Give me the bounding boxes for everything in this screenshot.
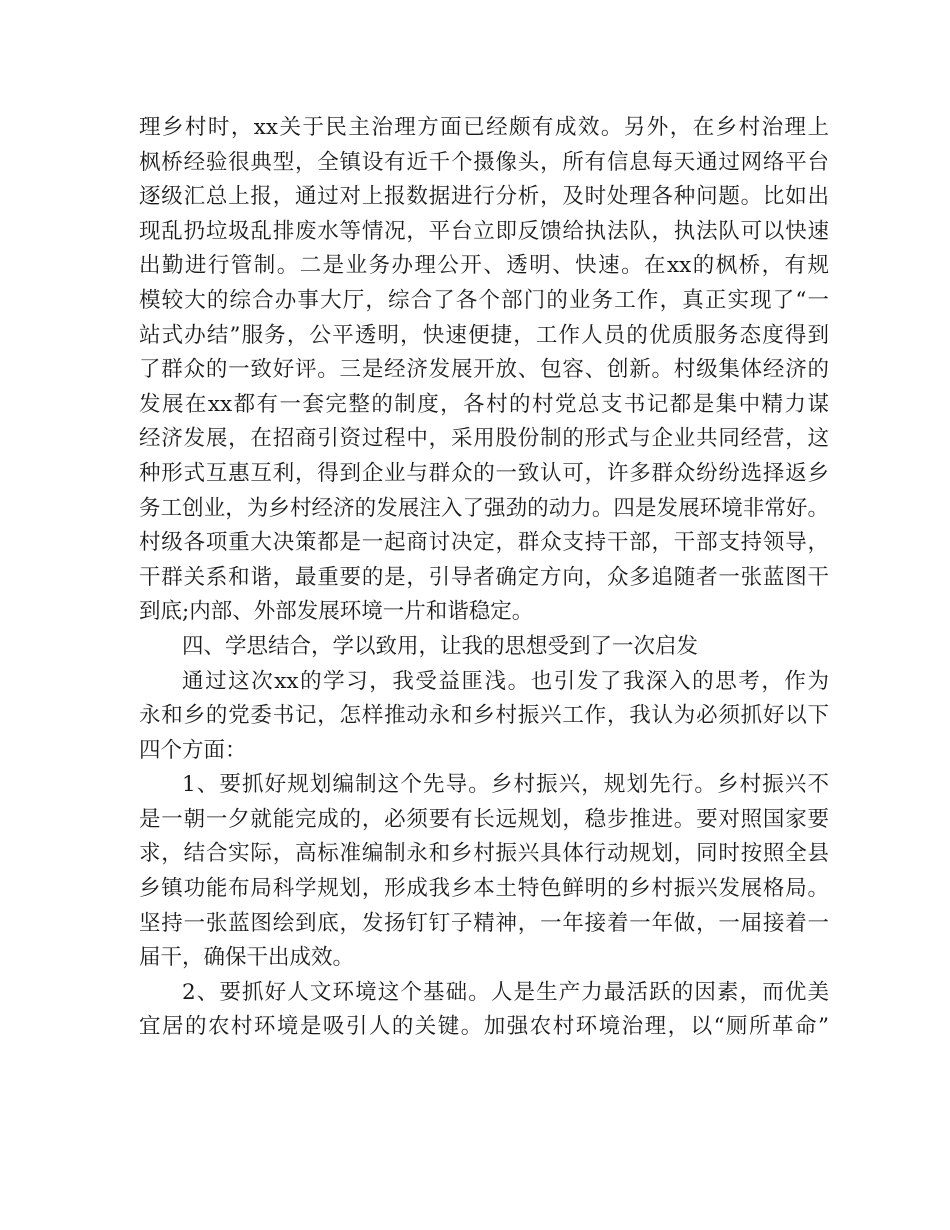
text-line: 求，结合实际，高标准编制永和乡村振兴具体行动规划，同时按照全县 [139, 841, 829, 867]
document-body [139, 111, 829, 1045]
text-line: 四个方面： [139, 737, 247, 763]
text-line: 逐级汇总上报，通过对上报数据进行分析，及时处理各种问题。比如出 [139, 184, 829, 210]
text-line: 永和乡的党委书记，怎样推动永和乡村振兴工作，我认为必须抓好以下 [139, 703, 829, 729]
paragraph-start-line: 通过这次xx的学习，我受益匪浅。也引发了我深入的思考，作为 [182, 668, 829, 694]
list-item-1-start-line: 1、要抓好规划编制这个先导。乡村振兴，规划先行。乡村振兴不 [182, 772, 829, 798]
list-item-2-start-line: 2、要抓好人文环境这个基础。人是生产力最活跃的因素，而优美 [182, 979, 829, 1005]
text-line: 现乱扔垃圾乱排废水等情况，平台立即反馈给执法队，执法队可以快速 [139, 218, 829, 244]
text-line: 了群众的一致好评。三是经济发展开放、包容、创新。村级集体经济的 [139, 357, 829, 383]
text-line: 种形式互惠互利，得到企业与群众的一致认可，许多群众纷纷选择返乡 [139, 460, 829, 486]
text-line: 理乡村时，xx关于民主治理方面已经颇有成效。另外，在乡村治理上 [139, 115, 829, 140]
text-line: 出勤进行管制。二是业务办理公开、透明、快速。在xx的枫桥，有规 [139, 253, 829, 279]
text-line: 到底;内部、外部发展环境一片和谐稳定。 [139, 599, 534, 625]
text-line: 发展在xx都有一套完整的制度，各村的村党总支书记都是集中精力谋 [139, 391, 829, 417]
text-line: 乡镇功能布局科学规划，形成我乡本土特色鲜明的乡村振兴发展格局。 [139, 876, 829, 902]
text-line: 模较大的综合办事大厅，综合了各个部门的业务工作，真正实现了“一 [139, 287, 829, 313]
text-line: 村级各项重大决策都是一起商讨决定，群众支持干部，干部支持领导， [139, 530, 829, 556]
text-line: 务工创业，为乡村经济的发展注入了强劲的动力。四是发展环境非常好。 [139, 495, 829, 521]
text-line: 宜居的农村环境是吸引人的关键。加强农村环境治理，以“厕所革命” [139, 1014, 829, 1040]
text-line: 站式办结”服务，公平透明，快速便捷，工作人员的优质服务态度得到 [139, 322, 829, 348]
section-heading: 四、学思结合，学以致用，让我的思想受到了一次启发 [182, 633, 699, 659]
text-line: 枫桥经验很典型，全镇设有近千个摄像头，所有信息每天通过网络平台 [139, 149, 829, 175]
text-line: 坚持一张蓝图绘到底，发扬钉钉子精神，一年接着一年做，一届接着一 [139, 910, 829, 936]
text-line: 经济发展，在招商引资过程中，采用股份制的形式与企业共同经营，这 [139, 426, 829, 452]
text-line: 是一朝一夕就能完成的，必须要有长远规划，稳步推进。要对照国家要 [139, 806, 829, 832]
text-line: 届干，确保干出成效。 [139, 945, 355, 971]
text-line: 干群关系和谐，最重要的是，引导者确定方向，众多追随者一张蓝图干 [139, 564, 829, 590]
